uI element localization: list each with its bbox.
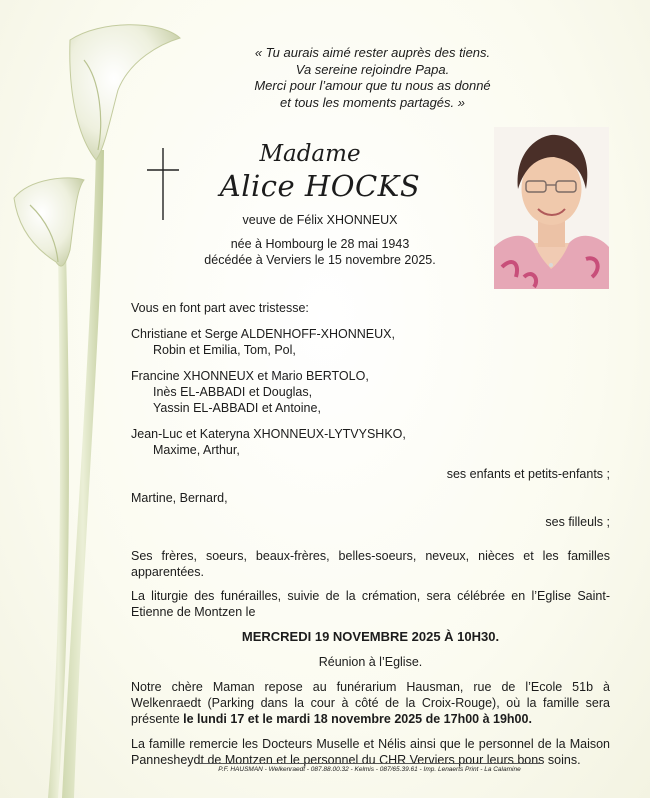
meeting-line: Réunion à l’Eglise. (318, 655, 423, 669)
birth-line: née à Hombourg le 28 mai 1943 (230, 237, 410, 251)
children-label: ses enfants et petits-enfants ; (446, 467, 610, 481)
quote-line: « Tu aurais aimé rester auprès des tiens. (254, 45, 491, 60)
quote-line: Merci pour l’amour que tu nous as donné (254, 78, 491, 93)
ceremony-date-time: MERCREDI 19 NOVEMBRE 2025 À 10H30. (241, 629, 500, 644)
visiting-hours: le lundi 17 et le mardi 18 novembre 2025 de 17h00 à 19h00. (183, 712, 532, 726)
quote-line: Va sereine rejoindre Papa. (295, 61, 450, 77)
intro: Vous en font part avec tristesse: (131, 301, 309, 315)
siblings-line: Ses frères, soeurs, beaux-frères, belles-soeurs, neveux, nièces et les familles apparentées. (131, 549, 610, 579)
family-primary: Christiane et Serge ALDENHOFF-XHONNEUX, (131, 327, 395, 341)
portrait-photo (494, 127, 609, 289)
deceased-name: Alice HOCKS (219, 169, 421, 203)
rest-line (131, 679, 610, 727)
footer-credits: P.F. HAUSMAN - Welkenraedt - 087.88.00.32 - Kelmis - 087/65.39.61 - Imp. Lenaerts Print - La Calamine (197, 763, 542, 773)
family-primary: Francine XHONNEUX et Mario BERTOLO, (131, 369, 369, 383)
cross-icon (147, 148, 179, 220)
family-child: Maxime, Arthur, (153, 443, 240, 457)
liturgy-line: La liturgie des funérailles, suivie de la crémation, sera célébrée en l’Eglise Saint-Etienne de Montzen le (131, 589, 610, 619)
announcement-body (131, 300, 610, 768)
family-child: Yassin EL-ABBADI et Antoine, (153, 401, 321, 415)
godchildren: Martine, Bernard, (131, 491, 228, 505)
death-line: décédée à Verviers le 15 novembre 2025. (204, 253, 436, 267)
widow-of: veuve de Félix XHONNEUX (242, 213, 398, 227)
family-child: Robin et Emilia, Tom, Pol, (153, 343, 296, 357)
family-primary: Jean-Luc et Kateryna XHONNEUX-LYTVYSHKO, (131, 427, 406, 441)
quote-line: et tous les moments partagés. » (280, 94, 465, 110)
rest-text: Notre chère Maman repose au funérarium Hausman, rue de l’Ecole 51b à Welkenraedt (Parking dans la cour à côté de la Croix-Rouge), où la famille sera présente (131, 680, 610, 726)
godchildren-label: ses filleuls ; (545, 515, 610, 529)
thanks-line: La famille remercie les Docteurs Muselle et Nélis ainsi que le personnel de la Maison Pannesheydt de Montzen et le personnel du CHR Verviers pour leurs bons soins. (131, 737, 610, 767)
life-dates (175, 236, 465, 268)
salutation: Madame (259, 141, 361, 167)
memorial-quote (200, 45, 545, 111)
family-child: Inès EL-ABBADI et Douglas, (153, 385, 313, 399)
